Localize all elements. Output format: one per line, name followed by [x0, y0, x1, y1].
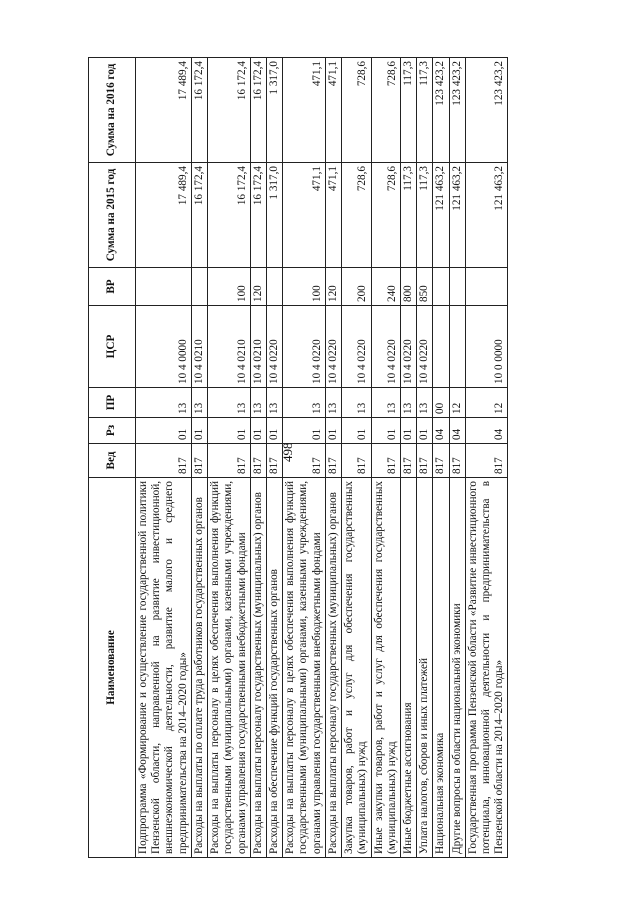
cell-csr: 10 0 0000 — [465, 306, 508, 388]
cell-ved: 817 — [136, 444, 192, 478]
cell-sum-2016: 123 423,2 — [449, 58, 465, 163]
cell-pr: 13 — [266, 388, 282, 418]
cell-csr: 10 4 0000 — [136, 306, 192, 388]
cell-name: Расходы на выплаты по оплате труда работников государственных органов — [191, 478, 207, 858]
cell-ved: 817 — [266, 444, 282, 478]
cell-name: Расходы на выплаты персоналу в целях обеспечения выполнения функций государственными (муниципальными) органами, казенными учреждениями, органами управления государственными внебюджетными фондами — [208, 478, 251, 858]
cell-sum-2016: 16 172,4 — [208, 58, 251, 163]
table-row — [136, 58, 192, 858]
cell-sum-2016: 17 489,4 — [136, 58, 192, 163]
cell-sum-2015: 17 489,4 — [136, 163, 192, 268]
table-row — [371, 58, 400, 858]
budget-table — [88, 57, 508, 858]
cell-sum-2016: 117,3 — [417, 58, 433, 163]
page-number-text: 498 — [280, 442, 295, 462]
table-row — [400, 58, 416, 858]
cell-sum-2016: 728,6 — [342, 58, 371, 163]
cell-csr: 10 4 0220 — [400, 306, 416, 388]
cell-sum-2016: 1 317,0 — [266, 58, 282, 163]
cell-name: Подпрограмма «Формирование и осуществление государственной политики Пензенской области, направленной на развитие инвестиционной, внешнеэкономической деятельности, развитие малого и среднего предпринимательства на 2014–2020 годы» — [136, 478, 192, 858]
cell-vr — [449, 268, 465, 306]
header-vr: ВР — [89, 268, 136, 306]
cell-rz: 01 — [342, 418, 371, 444]
cell-pr: 12 — [465, 388, 508, 418]
cell-ved: 817 — [417, 444, 433, 478]
cell-ved: 817 — [191, 444, 207, 478]
cell-name: Закупка товаров, работ и услуг для обеспечения государственных (муниципальных) нужд — [342, 478, 371, 858]
cell-sum-2015: 16 172,4 — [208, 163, 251, 268]
cell-pr: 13 — [136, 388, 192, 418]
table-row — [208, 58, 251, 858]
cell-rz: 01 — [266, 418, 282, 444]
cell-pr: 13 — [283, 388, 326, 418]
header-sum-2016: Сумма на 2016 год — [89, 58, 136, 163]
cell-rz: 01 — [417, 418, 433, 444]
cell-name: Расходы на обеспечение функций государственных органов — [266, 478, 282, 858]
cell-name: Национальная экономика — [433, 478, 449, 858]
cell-pr: 12 — [449, 388, 465, 418]
cell-pr: 00 — [433, 388, 449, 418]
table-header-row — [89, 58, 136, 858]
cell-pr: 13 — [371, 388, 400, 418]
cell-sum-2015: 728,6 — [371, 163, 400, 268]
table-row — [417, 58, 433, 858]
table-row — [465, 58, 508, 858]
cell-name: Расходы на выплаты персоналу государственных (муниципальных) органов — [250, 478, 266, 858]
cell-ved: 817 — [400, 444, 416, 478]
cell-vr: 200 — [342, 268, 371, 306]
header-name: Наименование — [89, 478, 136, 858]
cell-sum-2015: 16 172,4 — [191, 163, 207, 268]
table-row — [449, 58, 465, 858]
cell-vr — [266, 268, 282, 306]
cell-sum-2016: 123 423,2 — [433, 58, 449, 163]
cell-ved: 817 — [371, 444, 400, 478]
cell-name: Иные бюджетные ассигнования — [400, 478, 416, 858]
table-row — [266, 58, 282, 858]
cell-csr: 10 4 0220 — [342, 306, 371, 388]
cell-name: Иные закупки товаров, работ и услуг для обеспечения государственных (муниципальных) нужд — [371, 478, 400, 858]
cell-pr: 13 — [208, 388, 251, 418]
cell-name: Расходы на выплаты персоналу в целях обеспечения выполнения функций государственными (муниципальными) органами, казенными учреждениями, органами управления государственными внебюджетными фондами — [283, 478, 326, 858]
cell-csr: 10 4 0210 — [250, 306, 266, 388]
cell-sum-2016: 16 172,4 — [191, 58, 207, 163]
cell-vr: 100 — [283, 268, 326, 306]
cell-sum-2015: 121 463,2 — [433, 163, 449, 268]
cell-vr: 120 — [325, 268, 341, 306]
cell-sum-2015: 121 463,2 — [449, 163, 465, 268]
cell-sum-2016: 471,1 — [325, 58, 341, 163]
cell-pr: 13 — [325, 388, 341, 418]
header-sum-2015: Сумма на 2015 год — [89, 163, 136, 268]
cell-vr — [191, 268, 207, 306]
cell-sum-2015: 728,6 — [342, 163, 371, 268]
cell-rz: 01 — [136, 418, 192, 444]
cell-rz: 01 — [400, 418, 416, 444]
table-row — [283, 58, 326, 858]
cell-csr — [449, 306, 465, 388]
cell-sum-2015: 121 463,2 — [465, 163, 508, 268]
cell-sum-2016: 117,3 — [400, 58, 416, 163]
cell-ved: 817 — [325, 444, 341, 478]
cell-rz: 01 — [208, 418, 251, 444]
cell-sum-2015: 471,1 — [325, 163, 341, 268]
cell-rz: 01 — [250, 418, 266, 444]
cell-ved: 817 — [433, 444, 449, 478]
rotated-page-content — [88, 58, 554, 858]
cell-rz: 01 — [325, 418, 341, 444]
cell-sum-2016: 123 423,2 — [465, 58, 508, 163]
cell-pr: 13 — [191, 388, 207, 418]
cell-sum-2015: 471,1 — [283, 163, 326, 268]
header-rz: Рз — [89, 418, 136, 444]
cell-name: Расходы на выплаты персоналу государственных (муниципальных) органов — [325, 478, 341, 858]
cell-pr: 13 — [250, 388, 266, 418]
cell-vr: 120 — [250, 268, 266, 306]
table-row — [433, 58, 449, 858]
table-row — [325, 58, 341, 858]
cell-name: Другие вопросы в области национальной экономики — [449, 478, 465, 858]
cell-sum-2016: 16 172,4 — [250, 58, 266, 163]
cell-sum-2016: 471,1 — [283, 58, 326, 163]
cell-rz: 01 — [191, 418, 207, 444]
cell-sum-2015: 16 172,4 — [250, 163, 266, 268]
cell-rz: 01 — [283, 418, 326, 444]
cell-pr: 13 — [342, 388, 371, 418]
cell-ved: 817 — [449, 444, 465, 478]
cell-csr: 10 4 0210 — [191, 306, 207, 388]
table-row — [342, 58, 371, 858]
cell-sum-2016: 728,6 — [371, 58, 400, 163]
cell-vr — [433, 268, 449, 306]
cell-pr: 13 — [400, 388, 416, 418]
cell-vr: 100 — [208, 268, 251, 306]
cell-csr: 10 4 0220 — [371, 306, 400, 388]
cell-name: Государственная программа Пензенской области «Развитие инвестиционного потенциала, инновационной деятельности и предпринимательства в Пензенской области на 2014–2020 годы» — [465, 478, 508, 858]
cell-sum-2015: 117,3 — [400, 163, 416, 268]
cell-vr — [136, 268, 192, 306]
cell-rz: 04 — [465, 418, 508, 444]
cell-csr: 10 4 0220 — [283, 306, 326, 388]
header-pr: ПР — [89, 388, 136, 418]
cell-csr: 10 4 0220 — [266, 306, 282, 388]
cell-vr: 240 — [371, 268, 400, 306]
cell-sum-2015: 1 317,0 — [266, 163, 282, 268]
cell-rz: 04 — [433, 418, 449, 444]
cell-ved: 817 — [342, 444, 371, 478]
cell-rz: 01 — [371, 418, 400, 444]
header-csr: ЦСР — [89, 306, 136, 388]
cell-ved: 817 — [250, 444, 266, 478]
cell-vr: 800 — [400, 268, 416, 306]
cell-rz: 04 — [449, 418, 465, 444]
cell-name: Уплата налогов, сборов и иных платежей — [417, 478, 433, 858]
header-ved: Вед — [89, 444, 136, 478]
cell-csr: 10 4 0220 — [417, 306, 433, 388]
cell-csr — [433, 306, 449, 388]
cell-ved: 817 — [208, 444, 251, 478]
cell-ved: 817 — [465, 444, 508, 478]
table-row — [250, 58, 266, 858]
cell-vr: 850 — [417, 268, 433, 306]
cell-sum-2015: 117,3 — [417, 163, 433, 268]
table-row — [191, 58, 207, 858]
cell-ved: 817 — [283, 444, 326, 478]
cell-pr: 13 — [417, 388, 433, 418]
cell-vr — [465, 268, 508, 306]
cell-csr: 10 4 0210 — [208, 306, 251, 388]
cell-csr: 10 4 0220 — [325, 306, 341, 388]
